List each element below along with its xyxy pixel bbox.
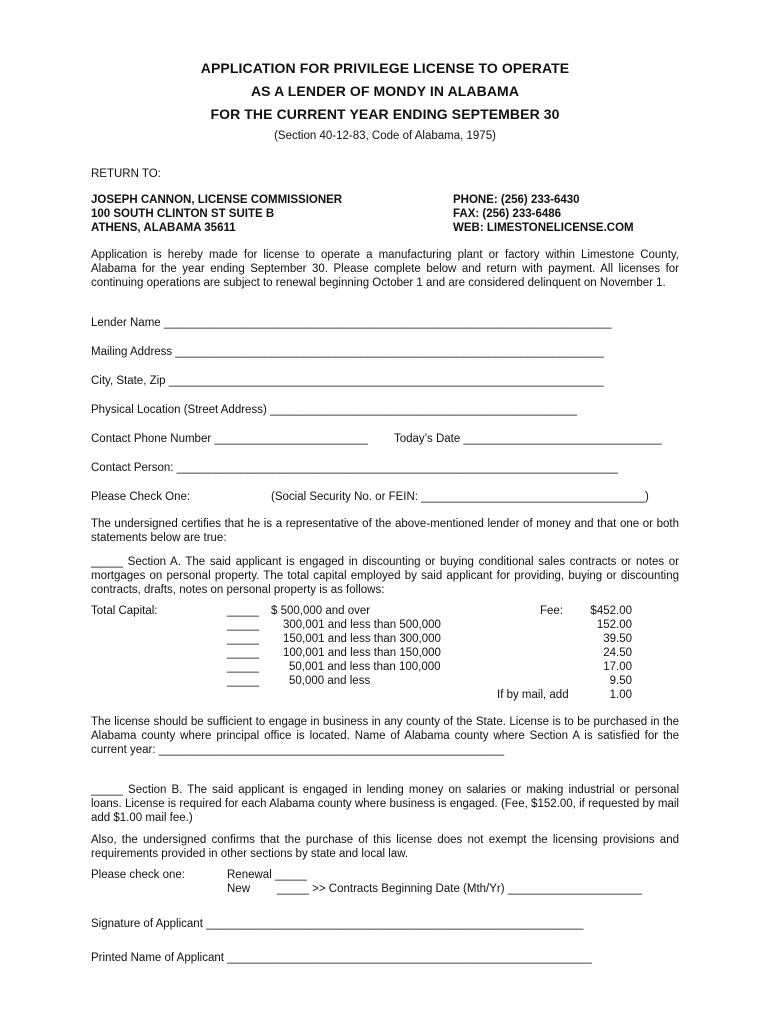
signature-field[interactable]: Signature of Applicant ___________________________________________________________ — [91, 918, 584, 930]
contact-phone-field[interactable]: Contact Phone Number ________________________ — [91, 433, 368, 445]
code-citation: (Section 40-12-83, Code of Alabama, 1975) — [274, 130, 496, 142]
new-option-label: New — [227, 883, 251, 895]
tier-range: 100,001 and less than 150,000 — [283, 647, 441, 659]
ssn-fein-field[interactable]: (Social Security No. or FEIN: ___________________________________) — [271, 491, 649, 503]
commissioner-city: ATHENS, ALABAMA 35611 — [91, 222, 236, 234]
fee-label: Fee: — [540, 605, 564, 617]
commissioner-street: 100 SOUTH CLINTON ST SUITE B — [91, 208, 275, 220]
lender-name-field[interactable]: Lender Name ______________________________________________________________________ — [91, 317, 612, 329]
total-capital-label: Total Capital: — [91, 605, 158, 617]
form-title-line-1: APPLICATION FOR PRIVILEGE LICENSE TO OPERATE — [200, 60, 570, 76]
tier-blank[interactable]: _____ — [227, 619, 259, 631]
tier-blank[interactable]: _____ — [227, 605, 259, 617]
tier-fee: $452.00 — [590, 605, 632, 617]
tier-range: 300,001 and less than 500,000 — [283, 619, 441, 631]
tier-range: $ 500,000 and over — [271, 605, 371, 617]
section-b-text[interactable]: _____ Section B. The said applicant is engaged in lending money on salaries or making industrial or personal loans. License is required for each Alabama county where business is engaged. (Fee, $152.00, if requested by mail add $1.00 mail fee.) — [91, 784, 679, 824]
tier-blank[interactable]: _____ — [227, 661, 259, 673]
section-a-text[interactable]: _____ Section A. The said applicant is engaged in discounting or buying conditional sales contracts or notes or mortgages on personal property. The total capital employed by said applicant for providing, buying or discounting contracts, drafts, notes on personal property is as follows: — [91, 556, 679, 596]
certify-paragraph: The undersigned certifies that he is a representative of the above-mentioned lender of money and that one or both statements below are true: — [91, 518, 679, 544]
office-website[interactable]: WEB: LIMESTONELICENSE.COM — [453, 222, 634, 234]
tier-range: 150,001 and less than 300,000 — [283, 633, 441, 645]
form-title-line-2: AS A LENDER OF MONDY IN ALABAMA — [250, 83, 520, 99]
tier-blank[interactable]: _____ — [227, 647, 259, 659]
city-state-zip-field[interactable]: City, State, Zip ____________________________________________________________________ — [91, 375, 604, 387]
tier-fee: 9.50 — [609, 675, 632, 687]
exempt-paragraph: Also, the undersigned confirms that the purchase of this license does not exempt the licensing provisions and requirements provided in other sections by state and local law. — [91, 834, 679, 860]
todays-date-field[interactable]: Today’s Date _______________________________ — [394, 433, 662, 445]
tier-fee: 39.50 — [603, 633, 632, 645]
tier-fee: 24.50 — [603, 647, 632, 659]
renewal-check-label: Please check one: — [91, 869, 185, 881]
new-option-date-field[interactable]: _____ >> Contracts Beginning Date (Mth/Yr) _____________________ — [277, 883, 643, 895]
printed-name-field[interactable]: Printed Name of Applicant _________________________________________________________ — [91, 952, 592, 964]
check-one-label: Please Check One: — [91, 491, 191, 503]
tier-range: 50,000 and less — [289, 675, 371, 687]
tier-blank[interactable]: _____ — [227, 675, 259, 687]
office-phone: PHONE: (256) 233-6430 — [453, 194, 580, 206]
intro-paragraph: Application is hereby made for license to operate a manufacturing plant or factory within Limestone County, Alabama for the year ending September 30. Please complete below and return with payment. All licenses for continuing operations are subject to renewal beginning October 1 and are considered delinquent on November 1. — [91, 249, 679, 289]
mail-fee-label: If by mail, add — [497, 689, 569, 701]
form-title-line-3: FOR THE CURRENT YEAR ENDING SEPTEMBER 30 — [210, 106, 560, 122]
commissioner-name: JOSEPH CANNON, LICENSE COMMISSIONER — [91, 194, 343, 206]
tier-blank[interactable]: _____ — [227, 633, 259, 645]
contact-person-field[interactable]: Contact Person: _____________________________________________________________________ — [91, 462, 618, 474]
tier-range: 50,001 and less than 100,000 — [289, 661, 441, 673]
county-paragraph[interactable]: The license should be sufficient to engage in business in any county of the State. License is to be purchased in the Alabama county where principal office is located. Name of Alabama county where Section A is satisfied for the current year: ______________________________________________________ — [91, 716, 679, 756]
renewal-option[interactable]: Renewal _____ — [227, 869, 307, 881]
mail-fee-value: 1.00 — [609, 689, 632, 701]
tier-fee: 152.00 — [596, 619, 632, 631]
physical-location-field[interactable]: Physical Location (Street Address) ________________________________________________ — [91, 404, 577, 416]
mailing-address-field[interactable]: Mailing Address ___________________________________________________________________ — [91, 346, 604, 358]
tier-fee: 17.00 — [603, 661, 632, 673]
return-to-label: RETURN TO: — [91, 168, 161, 180]
office-fax: FAX: (256) 233-6486 — [453, 208, 562, 220]
